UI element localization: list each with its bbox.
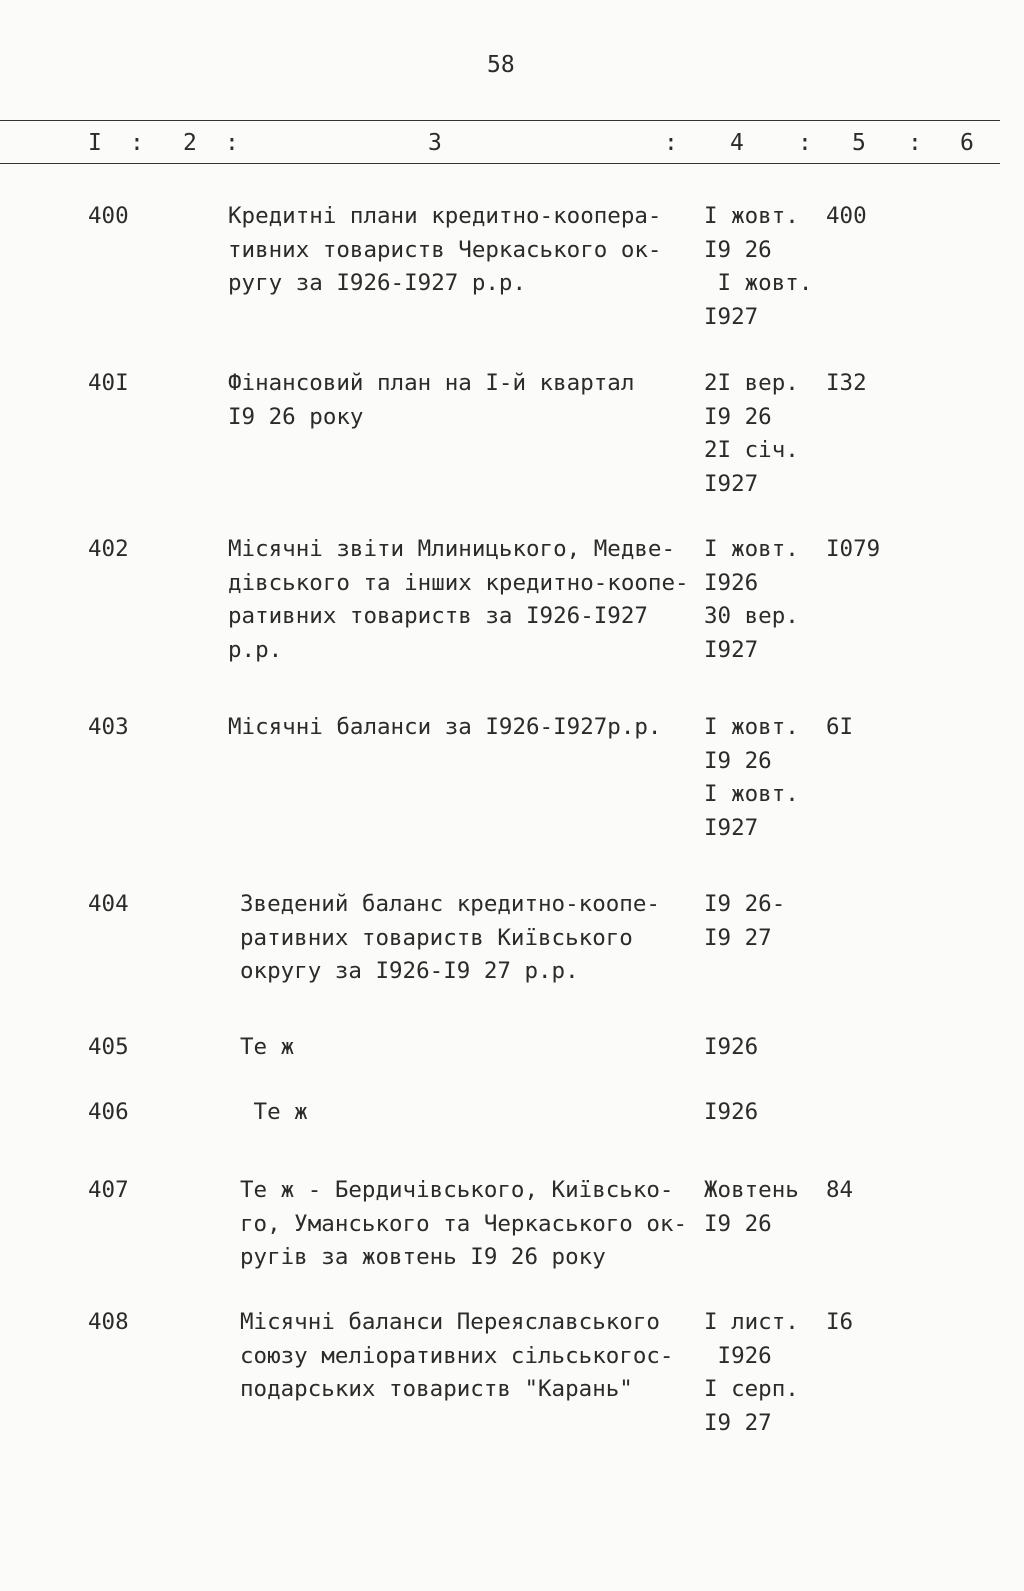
- row-dates: I жовт. I9 26 I жовт. I927: [704, 203, 813, 330]
- row-dates: I жовт. I926 30 вер. I927: [704, 536, 799, 663]
- row-dates: Жовтень I9 26: [704, 1177, 799, 1237]
- row-number: 403: [88, 714, 129, 740]
- row-description: Місячні баланси за I926-I927р.р.: [228, 714, 662, 740]
- row-number: 40I: [88, 370, 129, 396]
- row-dates: 2I вер. I9 26 2I січ. I927: [704, 370, 799, 497]
- row-dates: I лист. I926 I серп. I9 27: [704, 1309, 799, 1436]
- page-number: 58: [487, 52, 515, 78]
- column-header-row: [0, 130, 1024, 156]
- col-header-5: 5: [852, 130, 866, 156]
- row-dates: I9 26- I9 27: [704, 891, 786, 951]
- header-rule-top: [0, 120, 1000, 121]
- row-number: 405: [88, 1034, 129, 1060]
- col-separator: :: [130, 130, 144, 156]
- row-description: Місячні звіти Млиницького, Медве- дівського та інших кредитно-коопе- ративних товариств за I926-I927 р.р.: [228, 536, 689, 663]
- row-description: Те ж - Бердичівського, Київсько- го, Уманського та Черкаського ок- ругів за жовтень I9 26 року: [240, 1177, 688, 1270]
- row-number: 402: [88, 536, 129, 562]
- row-number: 408: [88, 1309, 129, 1335]
- row-description: Зведений баланс кредитно-коопе- ративних товариств Київського округу за I926-I9 27 р.р.: [240, 891, 660, 984]
- col-separator: :: [664, 130, 678, 156]
- row-sheet-count: I32: [826, 370, 867, 396]
- row-sheet-count: 400: [826, 203, 867, 229]
- row-sheet-count: I6: [826, 1309, 854, 1335]
- row-dates: I926: [704, 1034, 759, 1060]
- row-description: Те ж: [240, 1034, 295, 1060]
- row-number: 407: [88, 1177, 129, 1203]
- row-sheet-count: I079: [826, 536, 881, 562]
- col-separator: :: [225, 130, 239, 156]
- row-description: Місячні баланси Переяславського союзу меліоративних сільськогос- подарських товариств "Карань": [240, 1309, 674, 1402]
- col-separator: :: [908, 130, 922, 156]
- row-number: 400: [88, 203, 129, 229]
- col-header-6: 6: [960, 130, 974, 156]
- row-number: 406: [88, 1099, 129, 1125]
- row-description: Те ж: [240, 1099, 308, 1125]
- col-header-3: 3: [428, 130, 442, 156]
- col-header-2: 2: [183, 130, 197, 156]
- col-separator: :: [798, 130, 812, 156]
- col-header-1: I: [88, 130, 102, 156]
- row-dates: I жовт. I9 26 I жовт. I927: [704, 714, 799, 841]
- row-description: Кредитні плани кредитно-коопера- тивних товариств Черкаського ок- ругу за I926-I927 р.р.: [228, 203, 662, 296]
- header-rule-bottom: [0, 163, 1000, 164]
- row-number: 404: [88, 891, 129, 917]
- col-header-4: 4: [730, 130, 744, 156]
- row-sheet-count: 6I: [826, 714, 854, 740]
- row-dates: I926: [704, 1099, 759, 1125]
- row-sheet-count: 84: [826, 1177, 854, 1203]
- row-description: Фінансовий план на I-й квартал I9 26 року: [228, 370, 635, 430]
